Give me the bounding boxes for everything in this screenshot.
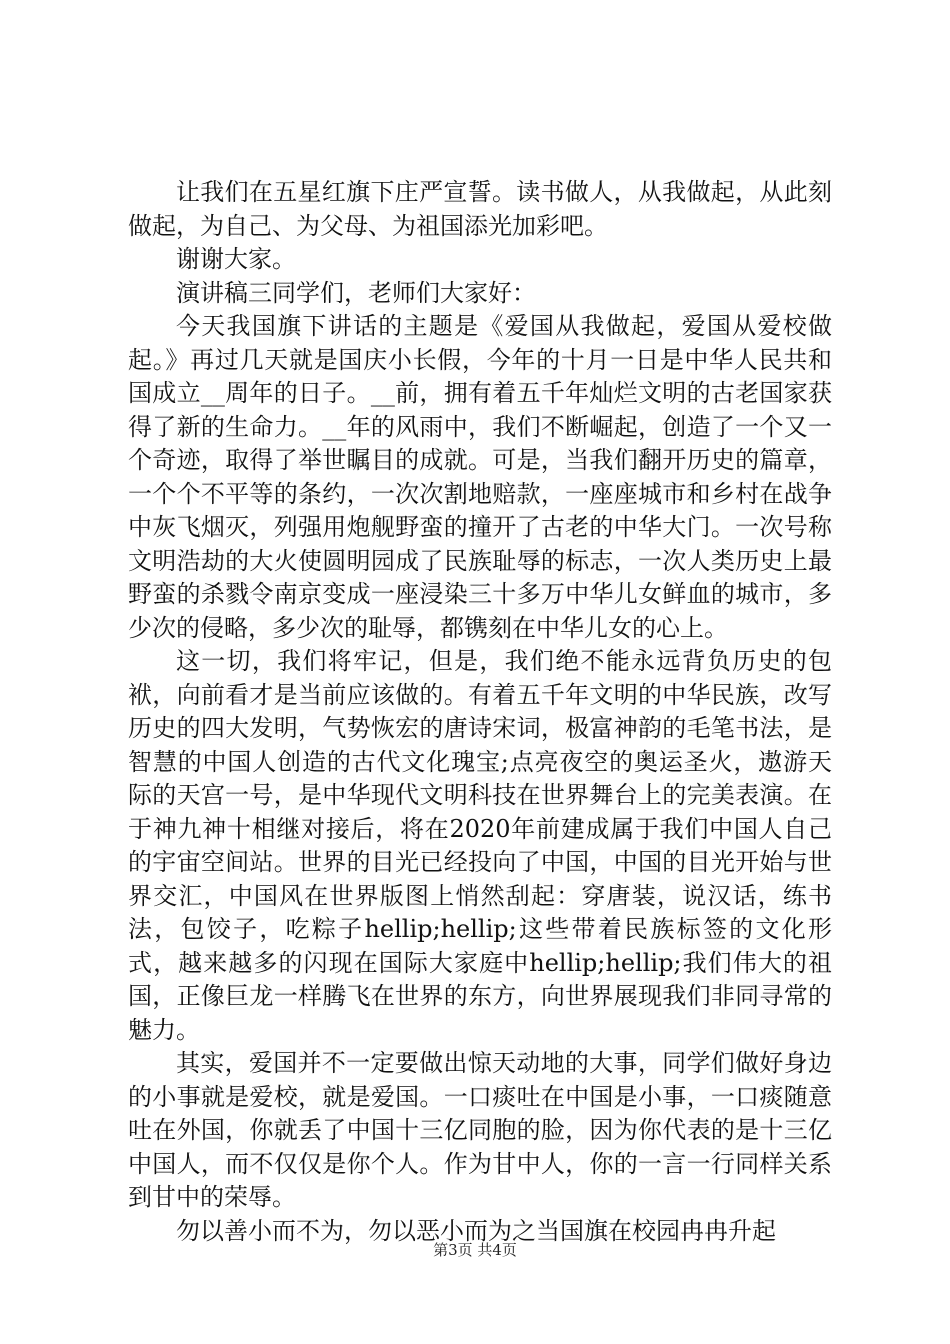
- paragraph-thanks: 谢谢大家。: [176, 245, 296, 273]
- paragraph-small-things: 其实，爱国并不一定要做出惊天动地的大事，同学们做好身边的小事就是爱校，就是爱国。一口痰吐在中国是小事，一口痰随意吐在外国，你就丢了中国十三亿同胞的脸，因为你代表的是十三亿中国人，而不仅仅是你个人。作为甘中人，你的一言一行同样关系到甘中的荣辱。: [128, 1049, 832, 1211]
- paragraph-history: 这一切，我们将牢记，但是，我们绝不能永远背负历史的包袱，向前看才是当前应该做的。有着五千年文明的中华民族，改写历史的四大发明，气势恢宏的唐诗宋词，极富神韵的毛笔书法，是智慧的中国人创造的古代文化瑰宝;点亮夜空的奥运圣火，遨游天际的天宫一号，是中华现代文明科技在世界舞台上的完美表演。在于神九神十相继对接后，将在2020年前建成属于我们中国人自己的宇宙空间站。世界的目光已经投向了中国，中国的目光开始与世界交汇，中国风在世界版图上悄然刮起：穿唐装，说汉话，练书法，包饺子，吃粽子hellip;hellip;这些带着民族标签的文化形式，越来越多的闪现在国际大家庭中hellip;hellip;我们伟大的祖国，正像巨龙一样腾飞在世界的东方，向世界展现我们非同寻常的魅力。: [128, 647, 832, 1044]
- paragraph-closing: 勿以善小而不为，勿以恶小而为之当国旗在校园冉冉升起: [176, 1216, 776, 1245]
- document-body: [128, 176, 832, 1248]
- paragraph-speech-three-greeting: 演讲稿三同学们，老师们大家好：: [176, 278, 536, 307]
- page-footer: 第3页 共4页: [433, 1241, 517, 1259]
- paragraph-oath: 让我们在五星红旗下庄严宣誓。读书做人，从我做起，从此刻做起，为自己、为父母、为祖国添光加彩吧。: [128, 178, 832, 240]
- paragraph-theme: 今天我国旗下讲话的主题是《爱国从我做起，爱国从爱校做起。》再过几天就是国庆小长假，今年的十月一日是中华人民共和国成立__周年的日子。__前，拥有着五千年灿烂文明的古老国家获得了新的生命力。__年的风雨中，我们不断崛起，创造了一个又一个奇迹，取得了举世瞩目的成就。可是，当我们翻开历史的篇章，一个个不平等的条约，一次次割地赔款，一座座城市和乡村在战争中灰飞烟灭，列强用炮舰野蛮的撞开了古老的中华大门。一次号称文明浩劫的大火使圆明园成了民族耻辱的标志，一次人类历史上最野蛮的杀戮令南京变成一座浸染三十多万中华儿女鲜血的城市，多少次的侵略，多少次的耻辱，都镌刻在中华儿女的心上。: [128, 312, 832, 642]
